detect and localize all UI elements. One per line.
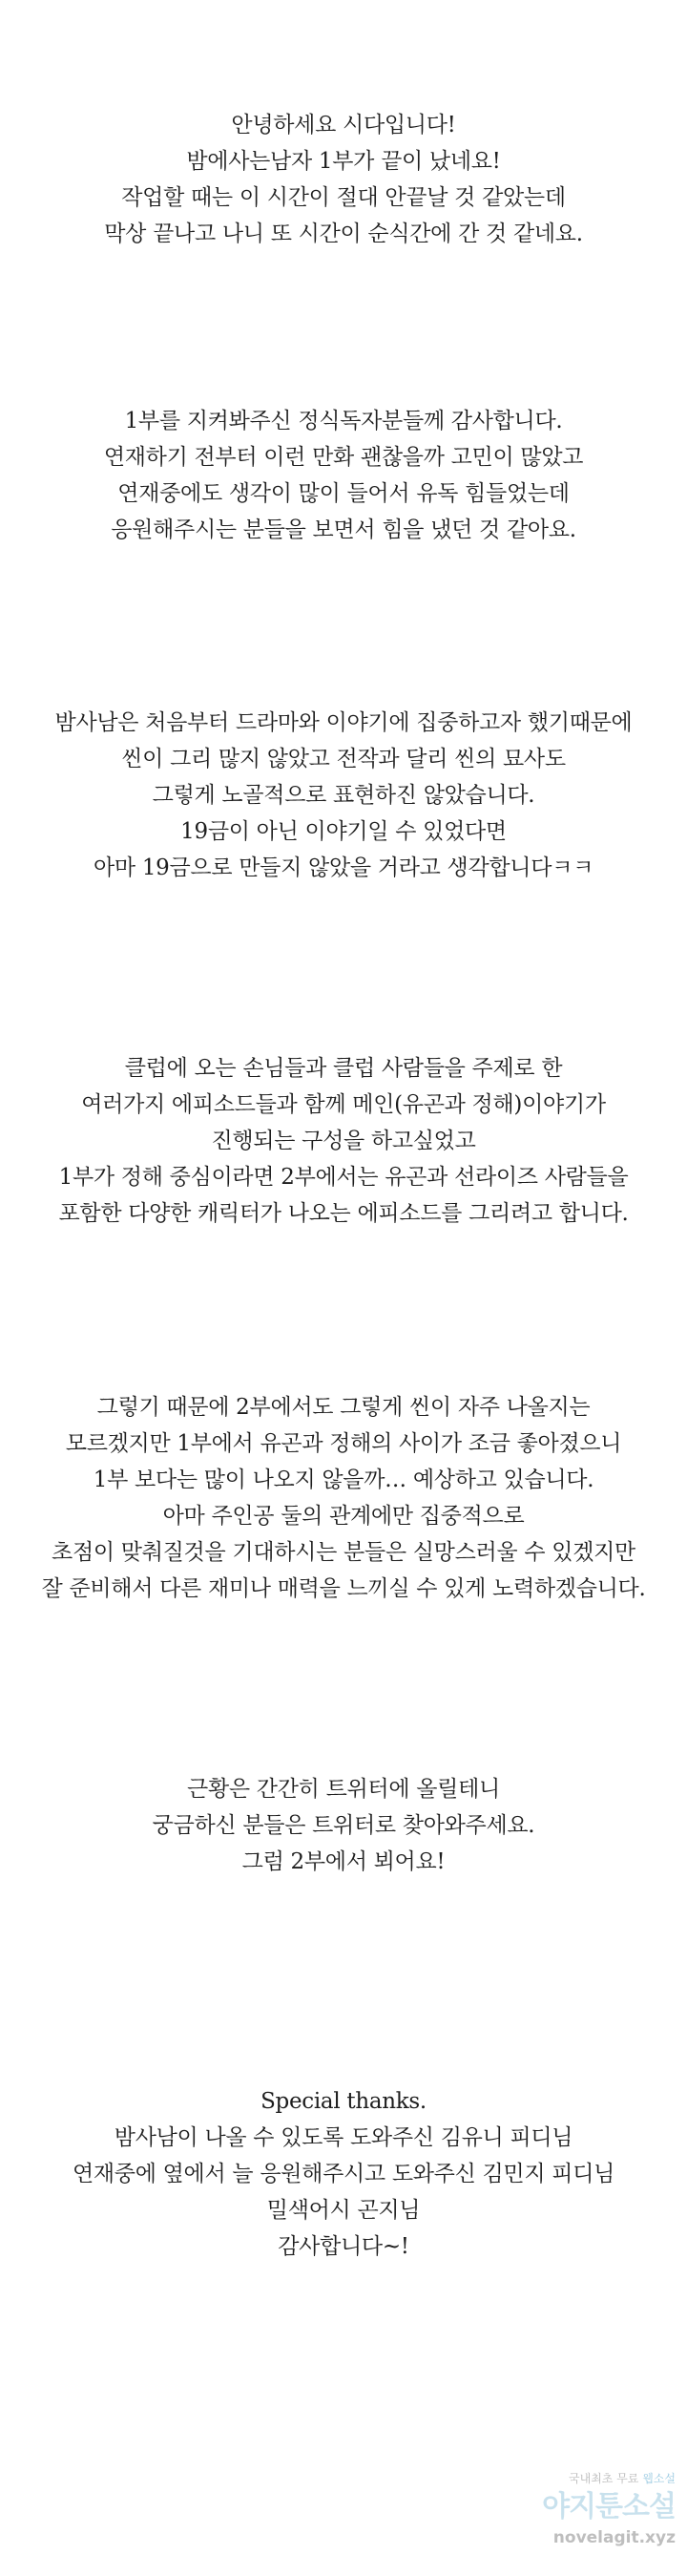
- text-line: 연재하기 전부터 이런 만화 괜찮을까 고민이 많았고: [103, 445, 584, 470]
- afterword-paragraph-special-thanks: [0, 2083, 687, 2265]
- afterword-paragraph-updates: [0, 1771, 687, 1880]
- text-line: 여러가지 에피소드들과 함께 메인(유곤과 정해)이야기가: [81, 1092, 606, 1117]
- text-line: 작업할 때는 이 시간이 절대 안끝날 것 같았는데: [121, 185, 566, 210]
- watermark-logo-text: 야지툰소설: [542, 2490, 676, 2523]
- text-line: Special thanks.: [260, 2089, 427, 2114]
- text-line: 안녕하세요 시다입니다!: [231, 113, 456, 137]
- text-line: 잘 준비해서 다른 재미나 매력을 느끼실 수 있게 노력하겠습니다.: [41, 1576, 646, 1601]
- text-line: 밤사남이 나올 수 있도록 도와주신 김유니 피디님: [114, 2125, 573, 2150]
- text-line: 모르겠지만 1부에서 유곤과 정해의 사이가 조금 좋아졌으니: [65, 1431, 622, 1456]
- text-line: 밀색어시 곤지님: [266, 2198, 421, 2223]
- text-line: 클럽에 오는 손님들과 클럽 사람들을 주제로 한: [124, 1056, 563, 1081]
- text-line: 씬이 그리 많지 않았고 전작과 달리 씬의 묘사도: [121, 747, 566, 771]
- watermark-url: novelagit.xyz: [552, 2528, 676, 2547]
- text-line: 1부 보다는 많이 나오지 않을까… 예상하고 있습니다.: [93, 1467, 594, 1492]
- watermark-tagline: [532, 2469, 676, 2488]
- text-line: 연재중에도 생각이 많이 들어서 유독 힘들었는데: [117, 481, 570, 506]
- text-line: 밤에사는남자 1부가 끝이 났네요!: [186, 149, 501, 174]
- text-line: 초점이 맞춰질것을 기대하시는 분들은 실망스러울 수 있겠지만: [52, 1540, 635, 1565]
- text-line: 그럼 2부에서 뵈어요!: [241, 1849, 446, 1874]
- afterword-paragraph-part-two-plan: [0, 1050, 687, 1232]
- watermark-tagline-accent: 웹소설: [642, 2472, 676, 2485]
- text-line: 아마 19금으로 만들지 않았을 거라고 생각합니다ㅋㅋ: [93, 855, 593, 880]
- text-line: 감사합니다~!: [278, 2234, 409, 2259]
- afterword-paragraph-thanks-readers: [0, 403, 687, 548]
- text-line: 근황은 간간히 트위터에 올릴테니: [187, 1777, 500, 1802]
- text-line: 1부가 정해 중심이라면 2부에서는 유곤과 선라이즈 사람들을: [58, 1165, 629, 1190]
- watermark-tagline-text: 국내최초 무료: [569, 2472, 639, 2485]
- text-line: 1부를 지켜봐주신 정식독자분들께 감사합니다.: [124, 409, 563, 433]
- text-line: 19금이 아닌 이야기일 수 있었다면: [180, 819, 507, 844]
- text-line: 막상 끝나고 나니 또 시간이 순식간에 간 것 같네요.: [104, 222, 583, 246]
- afterword-paragraph-story-focus: [0, 705, 687, 886]
- text-line: 밤사남은 처음부터 드라마와 이야기에 집중하고자 했기때문에: [54, 710, 633, 735]
- text-line: 포함한 다양한 캐릭터가 나오는 에피소드를 그리려고 합니다.: [58, 1201, 629, 1226]
- afterword-paragraph-expectations: [0, 1389, 687, 1607]
- text-line: 응원해주시는 분들을 보면서 힘을 냈던 것 같아요.: [111, 517, 576, 542]
- text-line: 궁금하신 분들은 트위터로 찾아와주세요.: [152, 1813, 535, 1838]
- text-line: 진행되는 구성을 하고싶었고: [211, 1129, 476, 1153]
- text-line: 그렇기 때문에 2부에서도 그렇게 씬이 자주 나올지는: [96, 1395, 591, 1420]
- site-watermark: [532, 2469, 676, 2565]
- text-line: 연재중에 옆에서 늘 응원해주시고 도와주신 김민지 피디님: [72, 2162, 615, 2186]
- text-line: 아마 주인공 둘의 관계에만 집중적으로: [162, 1504, 525, 1529]
- text-line: 그렇게 노골적으로 표현하진 않았습니다.: [152, 783, 535, 808]
- afterword-paragraph-greeting: [0, 107, 687, 252]
